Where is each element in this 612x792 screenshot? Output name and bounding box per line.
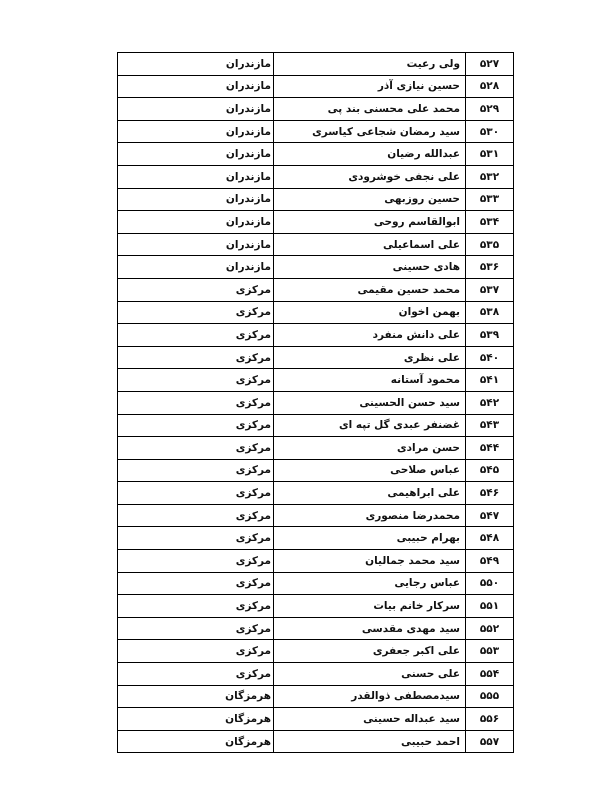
person-name-cell: عباس رجایی <box>274 572 466 595</box>
table-row <box>118 730 514 753</box>
person-name-cell: حسین نیازی آذر <box>274 75 466 98</box>
table-row <box>118 211 514 234</box>
province-cell: مرکزی <box>118 572 274 595</box>
province-cell: مازندران <box>118 98 274 121</box>
province-cell: مرکزی <box>118 595 274 618</box>
roster-body <box>118 53 514 753</box>
row-number-cell: ۵۴۷ <box>466 504 514 527</box>
row-number-cell: ۵۳۵ <box>466 233 514 256</box>
person-name-cell: سید محمد جمالیان <box>274 550 466 573</box>
table-row <box>118 617 514 640</box>
table-row <box>118 120 514 143</box>
table-row <box>118 685 514 708</box>
person-name-cell: محمدرضا منصوری <box>274 504 466 527</box>
province-cell: مازندران <box>118 188 274 211</box>
table-row <box>118 188 514 211</box>
row-number-cell: ۵۳۴ <box>466 211 514 234</box>
row-number-cell: ۵۴۲ <box>466 391 514 414</box>
table-row <box>118 437 514 460</box>
province-cell: مرکزی <box>118 324 274 347</box>
row-number-cell: ۵۳۹ <box>466 324 514 347</box>
row-number-cell: ۵۲۸ <box>466 75 514 98</box>
row-number-cell: ۵۴۸ <box>466 527 514 550</box>
province-cell: مرکزی <box>118 504 274 527</box>
table-row <box>118 369 514 392</box>
province-cell: مازندران <box>118 233 274 256</box>
province-cell: مرکزی <box>118 640 274 663</box>
table-row <box>118 504 514 527</box>
row-number-cell: ۵۵۴ <box>466 663 514 686</box>
province-cell: مرکزی <box>118 550 274 573</box>
person-name-cell: محمد حسین مقیمی <box>274 278 466 301</box>
person-name-cell: ابوالقاسم روحی <box>274 211 466 234</box>
province-cell: مازندران <box>118 75 274 98</box>
table-row <box>118 482 514 505</box>
table-row <box>118 550 514 573</box>
row-number-cell: ۵۵۵ <box>466 685 514 708</box>
table-row <box>118 75 514 98</box>
row-number-cell: ۵۳۳ <box>466 188 514 211</box>
row-number-cell: ۵۲۷ <box>466 53 514 76</box>
person-name-cell: علی حسنی <box>274 663 466 686</box>
table-row <box>118 53 514 76</box>
person-name-cell: هادی حسینی <box>274 256 466 279</box>
row-number-cell: ۵۵۳ <box>466 640 514 663</box>
province-cell: مرکزی <box>118 459 274 482</box>
person-name-cell: سید مهدی مقدسی <box>274 617 466 640</box>
person-name-cell: بهرام حبیبی <box>274 527 466 550</box>
row-number-cell: ۵۳۲ <box>466 165 514 188</box>
person-name-cell: علی نظری <box>274 346 466 369</box>
person-name-cell: احمد حبیبی <box>274 730 466 753</box>
table-row <box>118 640 514 663</box>
row-number-cell: ۵۲۹ <box>466 98 514 121</box>
row-number-cell: ۵۳۰ <box>466 120 514 143</box>
person-name-cell: حسن مرادی <box>274 437 466 460</box>
table-row <box>118 391 514 414</box>
person-name-cell: سید رمضان شجاعی کیاسری <box>274 120 466 143</box>
row-number-cell: ۵۴۶ <box>466 482 514 505</box>
row-number-cell: ۵۵۷ <box>466 730 514 753</box>
person-name-cell: بهمن اخوان <box>274 301 466 324</box>
person-name-cell: علی اسماعیلی <box>274 233 466 256</box>
table-row <box>118 595 514 618</box>
table-row <box>118 459 514 482</box>
row-number-cell: ۵۴۰ <box>466 346 514 369</box>
person-name-cell: غضنفر عبدی گل تپه ای <box>274 414 466 437</box>
province-cell: مرکزی <box>118 482 274 505</box>
person-name-cell: سید حسن الحسینی <box>274 391 466 414</box>
row-number-cell: ۵۳۶ <box>466 256 514 279</box>
province-cell: هرمزگان <box>118 730 274 753</box>
province-cell: مازندران <box>118 120 274 143</box>
province-cell: مرکزی <box>118 301 274 324</box>
person-name-cell: سرکار خانم بیات <box>274 595 466 618</box>
row-number-cell: ۵۴۵ <box>466 459 514 482</box>
province-cell: مازندران <box>118 211 274 234</box>
table-row <box>118 233 514 256</box>
table-row <box>118 98 514 121</box>
row-number-cell: ۵۵۰ <box>466 572 514 595</box>
row-number-cell: ۵۵۶ <box>466 708 514 731</box>
province-cell: مازندران <box>118 165 274 188</box>
province-cell: مرکزی <box>118 414 274 437</box>
table-row <box>118 324 514 347</box>
table-row <box>118 708 514 731</box>
table-row <box>118 572 514 595</box>
table-row <box>118 256 514 279</box>
province-cell: مرکزی <box>118 391 274 414</box>
roster-table <box>117 52 514 753</box>
row-number-cell: ۵۴۳ <box>466 414 514 437</box>
province-cell: مازندران <box>118 53 274 76</box>
person-name-cell: محمد علی محسنی بند پی <box>274 98 466 121</box>
province-cell: هرمزگان <box>118 685 274 708</box>
row-number-cell: ۵۳۱ <box>466 143 514 166</box>
province-cell: مازندران <box>118 256 274 279</box>
table-row <box>118 527 514 550</box>
person-name-cell: عباس صلاحی <box>274 459 466 482</box>
province-cell: هرمزگان <box>118 708 274 731</box>
province-cell: مرکزی <box>118 278 274 301</box>
table-row <box>118 165 514 188</box>
table-row <box>118 346 514 369</box>
table-row <box>118 414 514 437</box>
person-name-cell: حسین روزبهی <box>274 188 466 211</box>
row-number-cell: ۵۳۸ <box>466 301 514 324</box>
person-name-cell: محمود آستانه <box>274 369 466 392</box>
row-number-cell: ۵۴۹ <box>466 550 514 573</box>
province-cell: مرکزی <box>118 346 274 369</box>
province-cell: مرکزی <box>118 663 274 686</box>
province-cell: مرکزی <box>118 437 274 460</box>
person-name-cell: علی نجفی خوشرودی <box>274 165 466 188</box>
person-name-cell: سید عبداله حسینی <box>274 708 466 731</box>
person-name-cell: سیدمصطفی ذوالقدر <box>274 685 466 708</box>
row-number-cell: ۵۴۱ <box>466 369 514 392</box>
person-name-cell: ولی رعیت <box>274 53 466 76</box>
province-cell: مرکزی <box>118 527 274 550</box>
row-number-cell: ۵۳۷ <box>466 278 514 301</box>
row-number-cell: ۵۴۴ <box>466 437 514 460</box>
table-row <box>118 278 514 301</box>
province-cell: مازندران <box>118 143 274 166</box>
row-number-cell: ۵۵۱ <box>466 595 514 618</box>
person-name-cell: عبدالله رضیان <box>274 143 466 166</box>
person-name-cell: علی ابراهیمی <box>274 482 466 505</box>
table-row <box>118 301 514 324</box>
province-cell: مرکزی <box>118 617 274 640</box>
person-name-cell: علی اکبر جعفری <box>274 640 466 663</box>
person-name-cell: علی دانش منفرد <box>274 324 466 347</box>
province-cell: مرکزی <box>118 369 274 392</box>
table-row <box>118 663 514 686</box>
table-row <box>118 143 514 166</box>
row-number-cell: ۵۵۲ <box>466 617 514 640</box>
